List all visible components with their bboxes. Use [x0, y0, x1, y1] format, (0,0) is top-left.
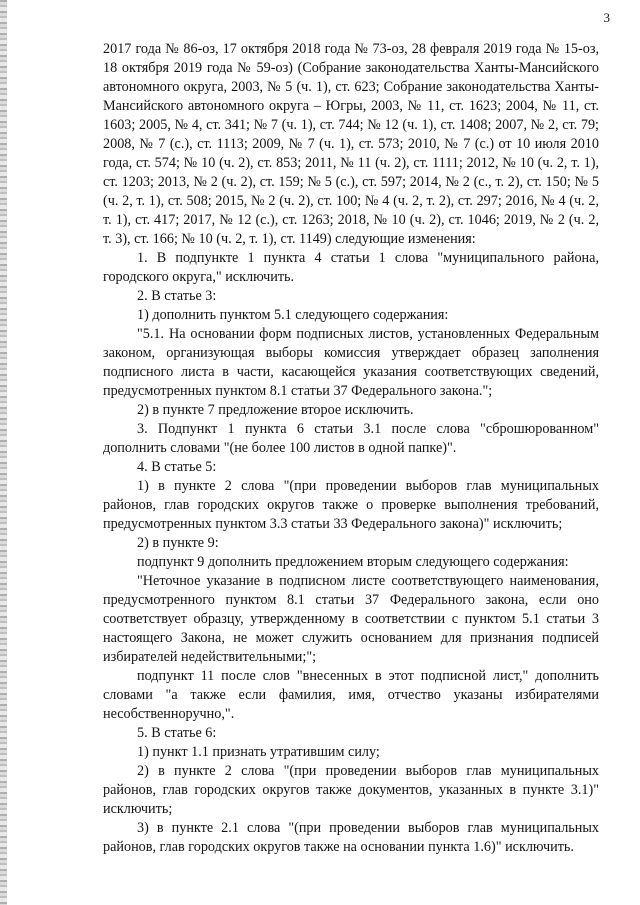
page-number: 3	[603, 10, 610, 25]
paragraph-subpoint-11: подпункт 11 после слов "внесенных в этот подписной лист," дополнить словами "а также если фамилия, имя, отчество указаны избирателями несобственноручно,".	[103, 668, 599, 722]
paragraph-article-3-sub-1: 1) дополнить пунктом 5.1 следующего содержания:	[137, 307, 449, 323]
paragraph-article-3-heading: 2. В статье 3:	[137, 288, 217, 304]
paragraph-article-3-sub-2: 2) в пункте 7 предложение второе исключить.	[137, 402, 414, 418]
paragraph-subpoint-9: подпункт 9 дополнить предложением вторым следующего содержания:	[137, 554, 569, 570]
paragraph-article-6-sub-1: 1) пункт 1.1 признать утратившим силу;	[137, 744, 380, 760]
scan-edge-artifact	[0, 0, 7, 905]
paragraph-article-6-sub-2: 2) в пункте 2 слова "(при проведении выборов глав муниципальных районов, глав городских округов также документов, указанных в пункте 3.1)" исключить;	[103, 763, 599, 817]
paragraph-article-5-sub-1: 1) в пункте 2 слова "(при проведении выборов глав муниципальных районов, глав городских округов также о проверке выполнения требований, предусмотренных пунктом 3.3 статьи 33 Федерального закона)" исключить;	[103, 478, 599, 532]
document-body	[103, 40, 599, 857]
paragraph-inaccurate-indication: "Неточное указание в подписном листе соответствующего наименования, предусмотренного пунктом 8.1 статьи 37 Федерального закона, если оно соответствует образцу, утвержденному в соответствии с пунктом 5.1 статьи 3 настоящего Закона, не может служить основанием для признания подписей избирателей недействительными;";	[103, 573, 599, 665]
paragraph-article-5-heading: 4. В статье 5:	[137, 459, 217, 475]
paragraph-item-1: 1. В подпункте 1 пункта 4 статьи 1 слова "муниципального района, городского округа," исключить.	[103, 250, 599, 285]
paragraph-article-6-sub-3: 3) в пункте 2.1 слова "(при проведении выборов глав муниципальных районов, глав городских округов также на основании пункта 1.6)" исключить.	[103, 820, 599, 855]
paragraph-intro-citations: 2017 года № 86-оз, 17 октября 2018 года № 73-оз, 28 февраля 2019 года № 15-оз, 18 октября 2019 года № 59-оз) (Собрание законодательства Ханты-Мансийского автономного округа, 2003, № 5 (ч. 1), ст. 623; Собрание законодательства Ханты-Мансийского автономного округа – Югры, 2003, № 11, ст. 1623; 2004, № 11, ст. 1603; 2005, № 4, ст. 341; № 7 (ч. 1), ст. 744; № 12 (ч. 1), ст. 1408; 2007, № 2, ст. 79; 2008, № 7 (с.), ст. 1113; 2009, № 7 (ч. 1), ст. 573; 2010, № 7 (с.) от 10 июля 2010 года, ст. 574; № 10 (ч. 2), ст. 853; 2011, № 11 (ч. 2), ст. 1111; 2012, № 10 (ч. 2, т. 1), ст. 1203; 2013, № 2 (ч. 2), ст. 159; № 5 (с.), ст. 597; 2014, № 2 (с., т. 2), ст. 150; № 5 (ч. 2, т. 1), ст. 508; 2015, № 2 (ч. 2), ст. 100; № 4 (ч. 2, т. 2), ст. 297; 2016, № 4 (ч. 2, т. 1), ст. 417; 2017, № 12 (с.), ст. 1263; 2018, № 10 (ч. 2), ст. 1046; 2019, № 2 (ч. 2, т. 3), ст. 166; № 10 (ч. 2, т. 1), ст. 1149) следующие изменения:	[103, 41, 599, 247]
paragraph-article-6-heading: 5. В статье 6:	[137, 725, 217, 741]
paragraph-article-5-sub-2: 2) в пункте 9:	[137, 535, 219, 551]
paragraph-item-3: 3. Подпункт 1 пункта 6 статьи 3.1 после слова "сброшюрованном" дополнить словами "(не более 100 листов в одной папке)".	[103, 421, 599, 456]
paragraph-clause-5-1: "5.1. На основании форм подписных листов, установленных Федеральным законом, организующая выборы комиссия утверждает образец заполнения подписного листа в части, касающейся указания соответствующих сведений, предусмотренных пунктом 8.1 статьи 37 Федерального закона.";	[103, 326, 599, 399]
